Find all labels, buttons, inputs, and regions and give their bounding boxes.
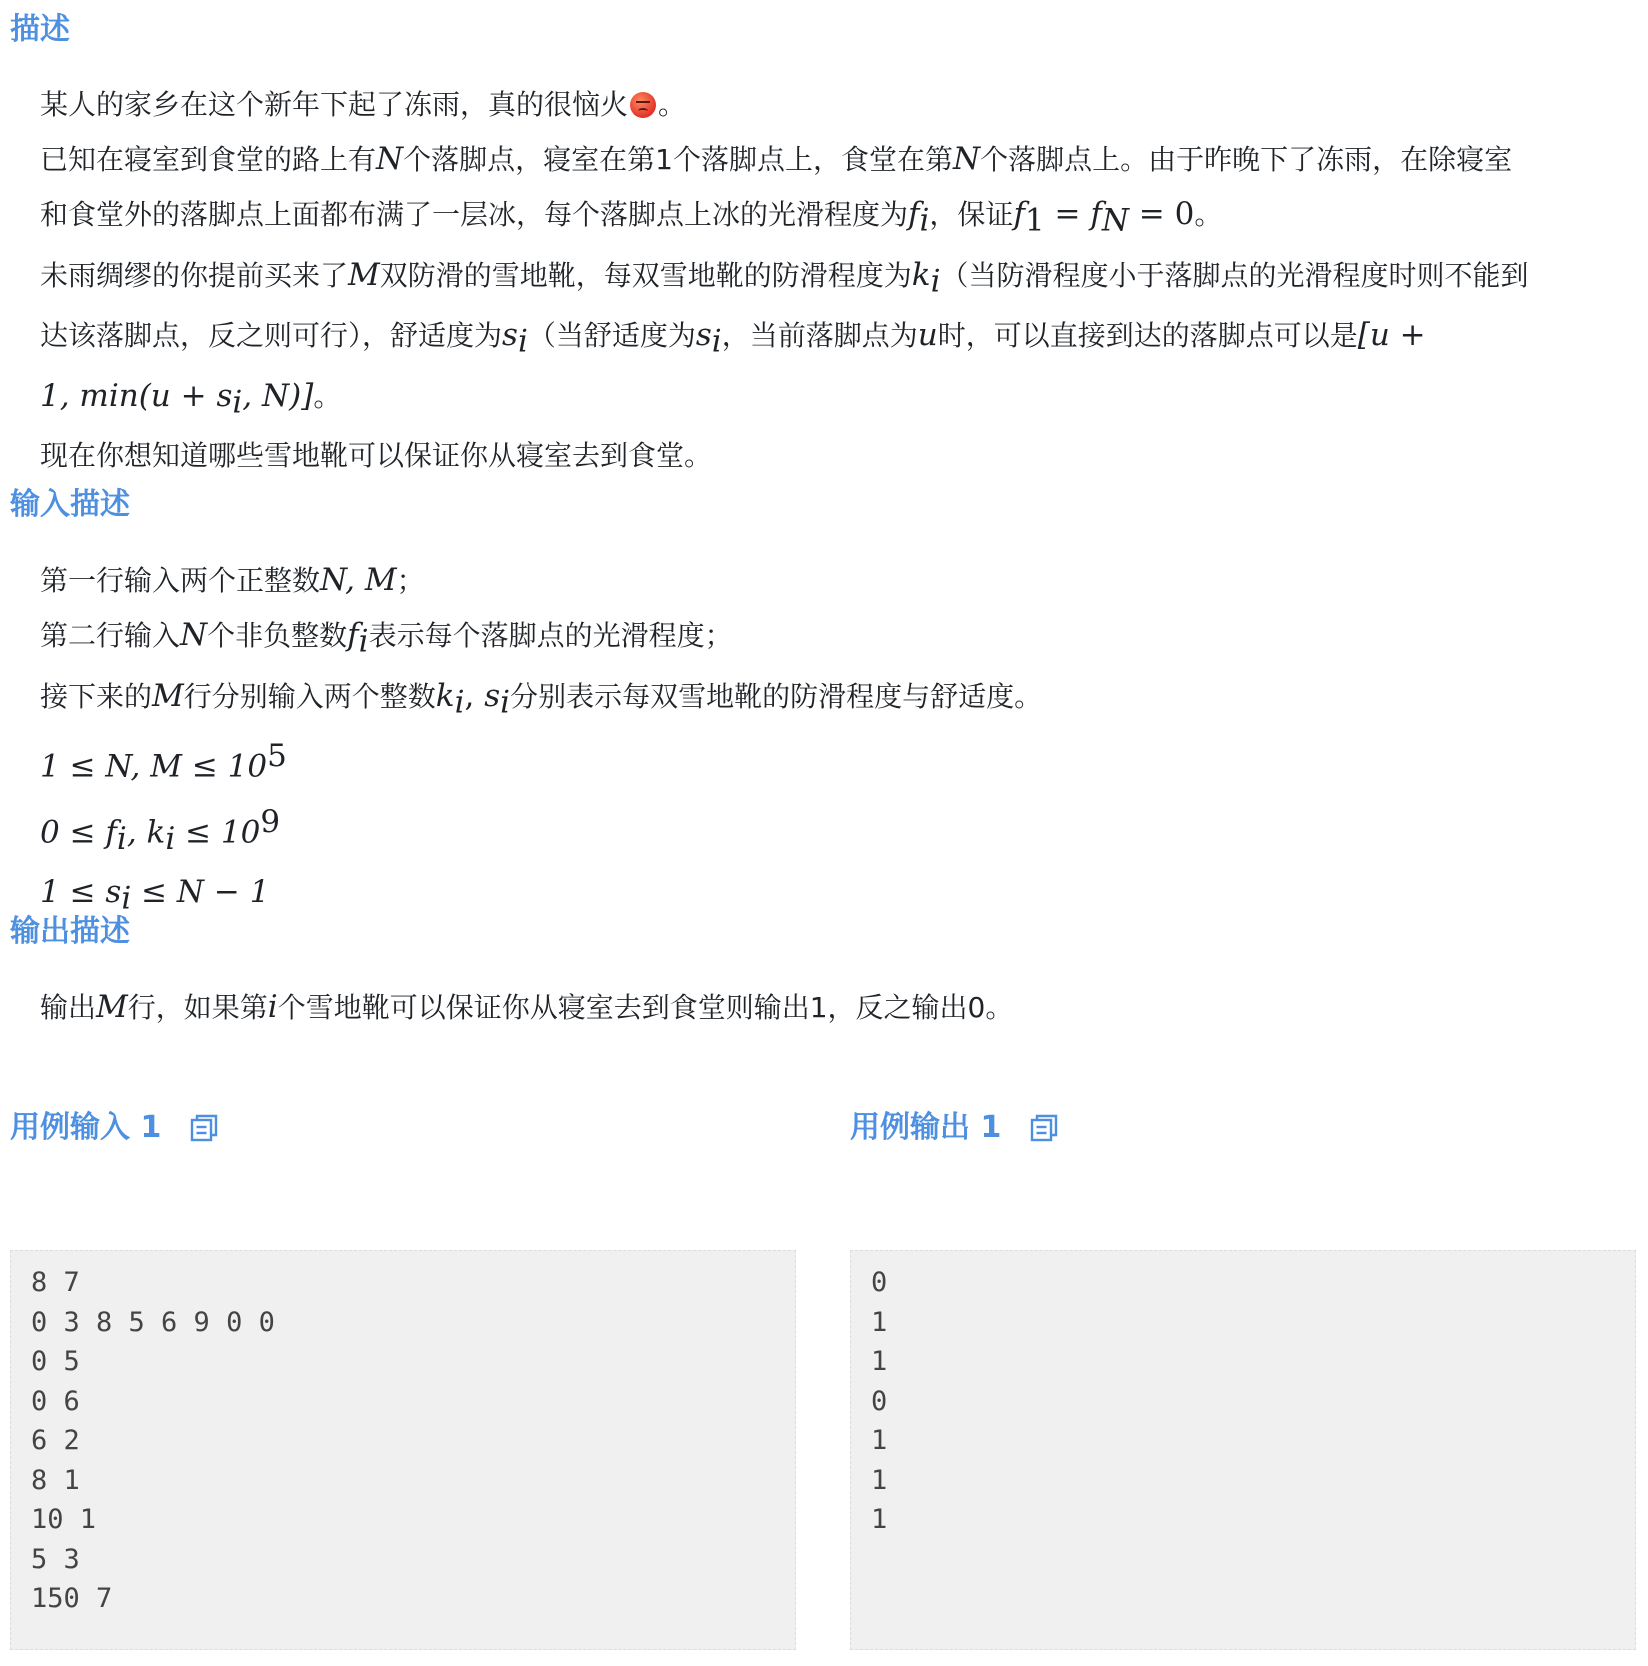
code-line: 150 7 <box>31 1583 113 1614</box>
code-line: 6 2 <box>31 1425 80 1456</box>
input-description-body <box>40 553 1640 926</box>
output-description-title: 输出描述 <box>10 914 130 949</box>
input-line-3: 接下来的M行分别输入两个整数$k_i$, $s_i$分别表示每双雪地靴的防滑程度与舒适度。 <box>40 677 1043 721</box>
code-line: 0 <box>871 1385 888 1417</box>
description-line-5: 达该落脚点，反之则可行），舒适度为$s_i$（当舒适度为$s_i$，当前落脚点为u时，可以直接到达的落脚点可以是[u + <box>40 317 1426 360</box>
constraint-2: $0 \le f_i$, $k_i \le 10^9$ <box>40 803 281 857</box>
sample-input-code[interactable] <box>10 1250 796 1650</box>
output-description-body <box>40 980 1640 1035</box>
input-line-1: 第一行输入两个正整数N, M； <box>40 562 425 598</box>
description-body <box>40 78 1640 483</box>
constraint-3: $1 \le s_i \le N - 1$ <box>40 874 270 918</box>
code-line: 1 <box>871 1306 888 1338</box>
code-line: 8 1 <box>31 1464 80 1496</box>
sample-output-code[interactable] <box>850 1250 1636 1650</box>
description-line-1: 某人的家乡在这个新年下起了冻雨，真的很恼火 。 <box>40 88 687 121</box>
code-line: 5 3 <box>31 1543 80 1575</box>
sample-input-header <box>10 1108 219 1148</box>
output-line-1: 输出M行，如果第i个雪地靴可以保证你从寝室去到食堂则输出1，反之输出0。 <box>40 989 1014 1025</box>
code-line: 1 <box>871 1504 888 1535</box>
code-line: 1 <box>871 1346 888 1377</box>
angry-face-icon <box>630 92 656 118</box>
code-line: 0 3 8 5 6 9 0 0 <box>31 1306 275 1338</box>
sample-input-title: 用例输入 1 <box>10 1110 162 1145</box>
description-line-4: 未雨绸缪的你提前买来了M双防滑的雪地靴，每双雪地靴的防滑程度为$k_i$（当防滑程度小于落脚点的光滑程度时则不能到 <box>40 256 1529 300</box>
sample-output-title: 用例输出 1 <box>850 1110 1002 1145</box>
code-line: 10 1 <box>31 1504 97 1535</box>
constraint-1: 1 ≤ N, $M \le 10^5$ <box>40 738 287 785</box>
code-line: 0 6 <box>31 1385 80 1417</box>
input-description-title: 输入描述 <box>10 487 130 522</box>
code-line: 0 5 <box>31 1346 80 1377</box>
description-line-2: 已知在寝室到食堂的路上有N个落脚点，寝室在第1个落脚点上，食堂在第N个落脚点上。由于昨晚下了冻雨，在除寝室 <box>40 141 1513 177</box>
description-line-3: 和食堂外的落脚点上面都布满了一层冰，每个落脚点上冰的光滑程度为$f_i$，保证$f_1 = f_N = 0$。 <box>40 196 1223 239</box>
description-line-6: 1, $\min(u + s_i$, N)]。 <box>40 377 342 421</box>
sample-output-header <box>850 1108 1059 1148</box>
copy-icon[interactable] <box>1029 1113 1059 1143</box>
description-title: 描述 <box>10 12 70 47</box>
copy-icon[interactable] <box>189 1113 219 1143</box>
input-line-2: 第二行输入N个非负整数$f_i$表示每个落脚点的光滑程度； <box>40 617 733 660</box>
code-line: 1 <box>871 1464 888 1496</box>
code-line: 8 7 <box>31 1267 80 1298</box>
code-line: 0 <box>871 1267 888 1298</box>
code-line: 1 <box>871 1425 888 1456</box>
description-line-7: 现在你想知道哪些雪地靴可以保证你从寝室去到食堂。 <box>40 439 713 473</box>
